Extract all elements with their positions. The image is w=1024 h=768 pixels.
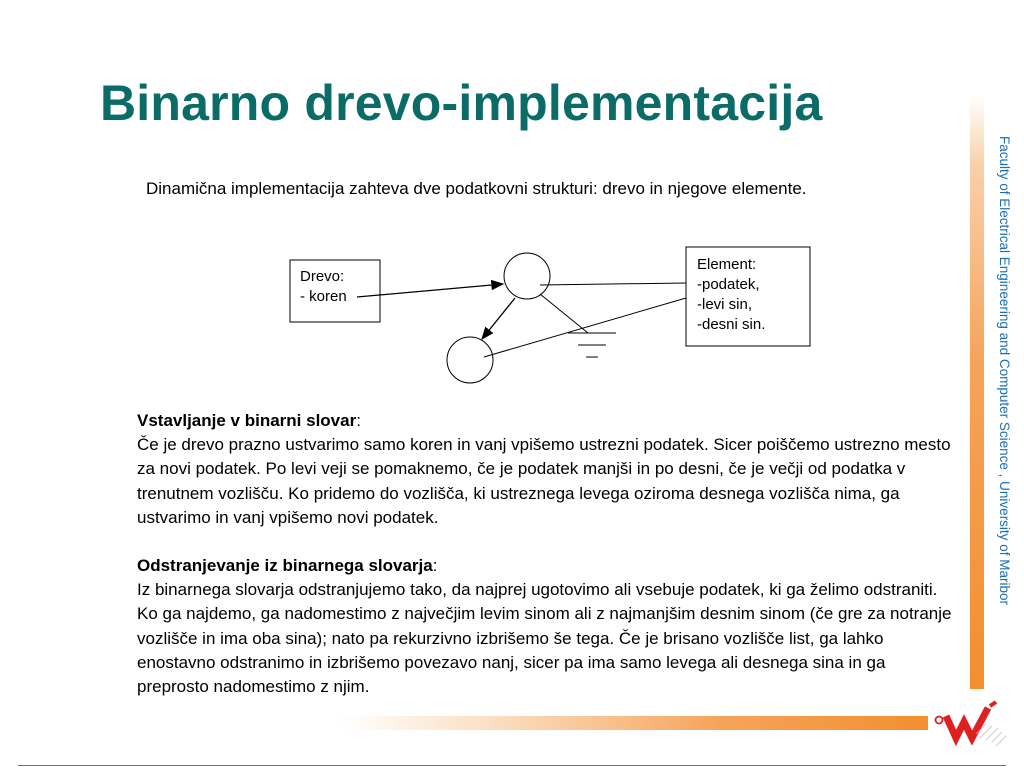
- element-box-text: [697, 255, 765, 335]
- left-link-arrow: [482, 298, 515, 339]
- slide-title: Binarno drevo-implementacija: [100, 75, 823, 131]
- section-remove-body: Iz binarnega slovarja odstranjujemo tako, da najprej ugotovimo ali vsebuje podatek, ki ga želimo odstraniti. Ko ga najdemo, ga nadomestimo z največjim levim sinom ali z najmanjšim desnim sinom (če gre za notranje vozlišče in ima oba sina); nato pa rekurzivno izbrišemo še tega. Če je brisano vozlišče list, ga lahko enostavno odstranimo in izbrišemo povezavo nanj, sicer pa ima samo levega ali desnega sina in ga preprosto nadomestimo z njim.: [137, 580, 952, 697]
- bottom-divider: [18, 765, 1006, 766]
- university-logo-icon: [930, 698, 1010, 750]
- drevo-label: Drevo:: [300, 268, 345, 285]
- section-remove-heading: Odstranjevanje iz binarnega slovarja: [137, 556, 433, 576]
- element-pointer-child: [484, 298, 686, 357]
- bottom-accent-bar: [340, 716, 928, 730]
- element-pointer-root: [540, 283, 686, 285]
- faculty-side-text: Faculty of Electrical Engineering and Computer Science , University of Maribor: [997, 136, 1012, 605]
- section-insert-heading: Vstavljanje v binarni slovar: [137, 411, 357, 430]
- element-desni-sin-label: -desni sin.: [697, 316, 766, 333]
- section-insert-heading-line: [137, 409, 957, 433]
- slide-subtitle: Dinamična implementacija zahteva dve podatkovni strukturi: drevo in njegove elemente.: [146, 179, 807, 198]
- element-podatek-label: -podatek,: [697, 276, 760, 293]
- right-link-line: [540, 294, 588, 333]
- left-child-node: [447, 337, 493, 383]
- section-remove-heading-line: [137, 554, 957, 578]
- drevo-box-text: [300, 267, 347, 307]
- section-insert-body: Če je drevo prazno ustvarimo samo koren in vanj vpišemo ustrezni podatek. Sicer poiščemo ustrezno mesto za novi podatek. Po levi veji se pomaknemo, če je podatek manjši in po desni, če je večji od podatka v trenutnem vozlišču. Ko pridemo do vozlišča, ki ustreznega levega oziroma desnega vozlišča nima, ga ustvarimo in vanj vpišemo novi podatek.: [137, 435, 951, 527]
- section-remove-colon: :: [432, 556, 438, 576]
- element-levi-sin-label: -levi sin,: [697, 296, 753, 313]
- section-insert-colon: :: [356, 411, 361, 430]
- root-node: [504, 253, 550, 299]
- drevo-koren-label: - koren: [300, 288, 347, 305]
- right-accent-bar: [970, 95, 984, 689]
- slide-body: [137, 409, 957, 699]
- element-label: Element:: [697, 256, 757, 273]
